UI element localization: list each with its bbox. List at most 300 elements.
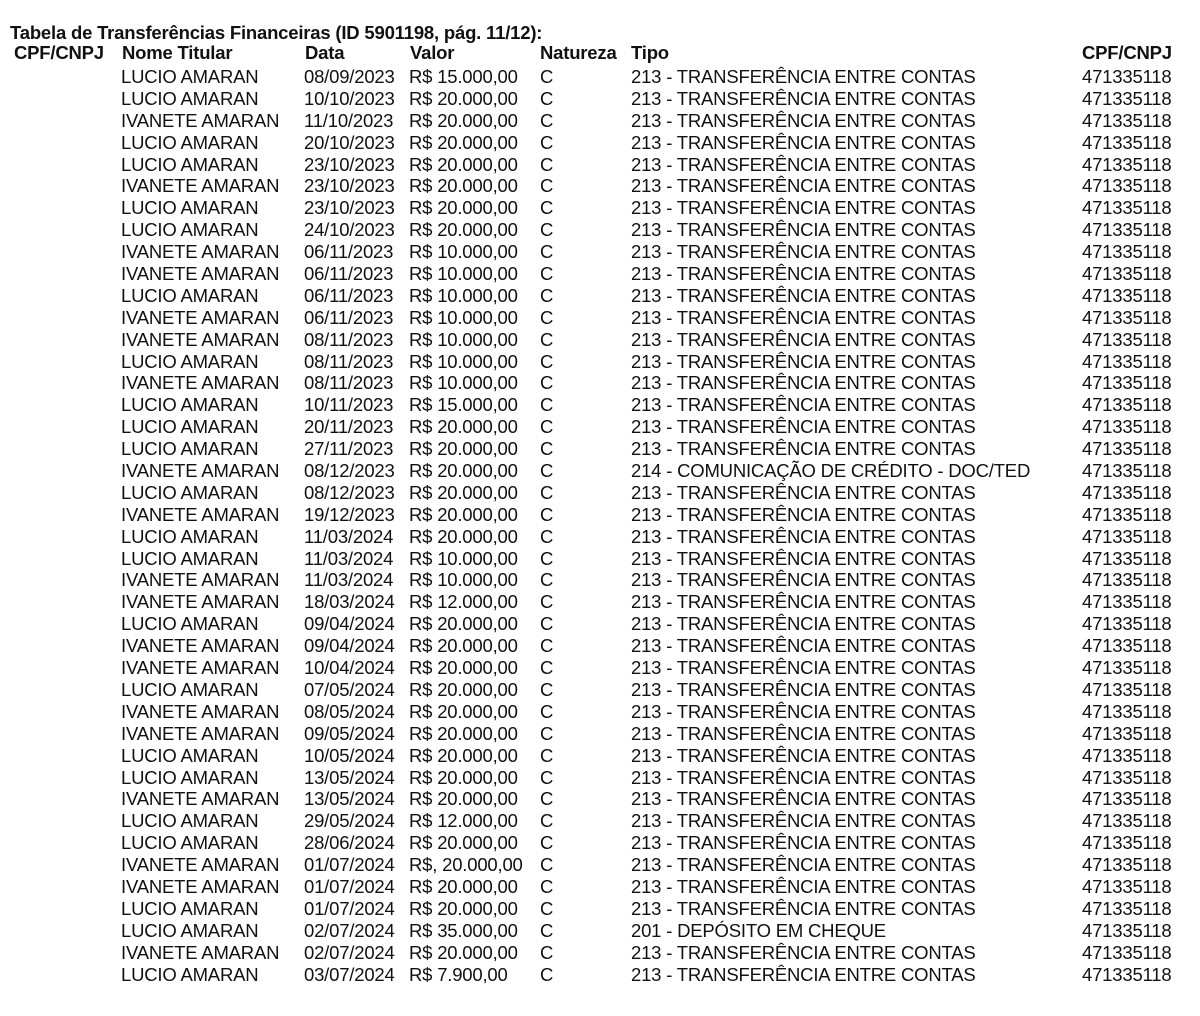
natureza-cell: C: [540, 875, 554, 897]
header-cpf-cnpj: CPF/CNPJ: [14, 42, 104, 63]
valor-cell: R$ 10.000,00: [409, 306, 518, 328]
nome-titular-cell: IVANETE AMARAN: [121, 175, 280, 197]
nome-titular-cell: IVANETE AMARAN: [121, 722, 280, 744]
tipo-cell: 213 - TRANSFERÊNCIA ENTRE CONTAS: [631, 372, 976, 394]
natureza-cell: C: [540, 175, 554, 197]
data-cell: 20/11/2023: [304, 416, 394, 438]
cpf-cnpj-cell: 471335118: [1082, 350, 1172, 372]
table-row: [0, 219, 1200, 241]
data-cell: 13/05/2024: [304, 766, 395, 788]
valor-cell: R$ 20.000,00: [409, 481, 518, 503]
data-cell: 19/12/2023: [304, 503, 395, 525]
table-row: [0, 591, 1200, 613]
valor-cell: R$ 10.000,00: [409, 241, 518, 263]
table-row: [0, 548, 1200, 570]
data-cell: 06/11/2023: [304, 284, 394, 306]
cpf-cnpj-cell: 471335118: [1082, 919, 1172, 941]
valor-cell: R$ 12.000,00: [409, 591, 518, 613]
nome-titular-cell: IVANETE AMARAN: [121, 854, 280, 876]
natureza-cell: C: [540, 678, 554, 700]
cpf-cnpj-cell: 471335118: [1082, 613, 1172, 635]
tipo-cell: 213 - TRANSFERÊNCIA ENTRE CONTAS: [631, 810, 976, 832]
data-cell: 23/10/2023: [304, 153, 395, 175]
nome-titular-cell: LUCIO AMARAN: [121, 350, 259, 372]
data-cell: 01/07/2024: [304, 875, 395, 897]
nome-titular-cell: LUCIO AMARAN: [121, 197, 259, 219]
table-row: [0, 307, 1200, 329]
nome-titular-cell: IVANETE AMARAN: [121, 941, 280, 963]
data-cell: 02/07/2024: [304, 941, 395, 963]
tipo-cell: 213 - TRANSFERÊNCIA ENTRE CONTAS: [631, 678, 976, 700]
table-row: [0, 745, 1200, 767]
valor-cell: R$ 20.000,00: [409, 460, 518, 482]
table-row: [0, 788, 1200, 810]
natureza-cell: C: [540, 284, 554, 306]
natureza-cell: C: [540, 481, 554, 503]
nome-titular-cell: LUCIO AMARAN: [121, 897, 259, 919]
valor-cell: R$ 20.000,00: [409, 109, 518, 131]
natureza-cell: C: [540, 700, 554, 722]
tipo-cell: 213 - TRANSFERÊNCIA ENTRE CONTAS: [631, 525, 976, 547]
natureza-cell: C: [540, 503, 554, 525]
data-cell: 11/03/2024: [304, 547, 394, 569]
natureza-cell: C: [540, 525, 554, 547]
valor-cell: R$ 20.000,00: [409, 438, 518, 460]
header-data: Data: [305, 42, 345, 63]
data-cell: 27/11/2023: [304, 438, 394, 460]
valor-cell: R$ 20.000,00: [409, 678, 518, 700]
table-row: [0, 438, 1200, 460]
table-row: [0, 569, 1200, 591]
nome-titular-cell: IVANETE AMARAN: [121, 700, 280, 722]
nome-titular-cell: IVANETE AMARAN: [121, 241, 280, 263]
cpf-cnpj-cell: 471335118: [1082, 525, 1172, 547]
cpf-cnpj-cell: 471335118: [1082, 657, 1172, 679]
nome-titular-cell: IVANETE AMARAN: [121, 875, 280, 897]
nome-titular-cell: LUCIO AMARAN: [121, 153, 259, 175]
natureza-cell: C: [540, 394, 554, 416]
transfer-table: [0, 66, 1200, 985]
cpf-cnpj-cell: 471335118: [1082, 547, 1172, 569]
table-row: [0, 175, 1200, 197]
data-cell: 01/07/2024: [304, 854, 395, 876]
table-row: [0, 329, 1200, 351]
natureza-cell: C: [540, 219, 554, 241]
natureza-cell: C: [540, 657, 554, 679]
table-row: [0, 526, 1200, 548]
natureza-cell: C: [540, 328, 554, 350]
nome-titular-cell: LUCIO AMARAN: [121, 87, 259, 109]
data-cell: 10/04/2024: [304, 657, 395, 679]
valor-cell: R$ 20.000,00: [409, 131, 518, 153]
nome-titular-cell: IVANETE AMARAN: [121, 328, 280, 350]
cpf-cnpj-cell: 471335118: [1082, 263, 1172, 285]
natureza-cell: C: [540, 919, 554, 941]
nome-titular-cell: LUCIO AMARAN: [121, 438, 259, 460]
cpf-cnpj-cell: 471335118: [1082, 175, 1172, 197]
natureza-cell: C: [540, 197, 554, 219]
cpf-cnpj-cell: 471335118: [1082, 503, 1172, 525]
tipo-cell: 213 - TRANSFERÊNCIA ENTRE CONTAS: [631, 569, 976, 591]
natureza-cell: C: [540, 963, 554, 985]
table-row: [0, 701, 1200, 723]
table-row: [0, 876, 1200, 898]
nome-titular-cell: LUCIO AMARAN: [121, 219, 259, 241]
tipo-cell: 213 - TRANSFERÊNCIA ENTRE CONTAS: [631, 416, 976, 438]
data-cell: 10/10/2023: [304, 87, 395, 109]
natureza-cell: C: [540, 941, 554, 963]
tipo-cell: 213 - TRANSFERÊNCIA ENTRE CONTAS: [631, 657, 976, 679]
cpf-cnpj-cell: 471335118: [1082, 87, 1172, 109]
natureza-cell: C: [540, 854, 554, 876]
nome-titular-cell: IVANETE AMARAN: [121, 569, 280, 591]
data-cell: 01/07/2024: [304, 897, 395, 919]
tipo-cell: 213 - TRANSFERÊNCIA ENTRE CONTAS: [631, 503, 976, 525]
table-row: [0, 635, 1200, 657]
data-cell: 09/05/2024: [304, 722, 395, 744]
header-cpf-cnpj-right: CPF/CNPJ: [1082, 42, 1172, 62]
tipo-cell: 213 - TRANSFERÊNCIA ENTRE CONTAS: [631, 131, 976, 153]
tipo-cell: 213 - TRANSFERÊNCIA ENTRE CONTAS: [631, 963, 976, 985]
cpf-cnpj-cell: 471335118: [1082, 197, 1172, 219]
natureza-cell: C: [540, 460, 554, 482]
header-nome-titular: Nome Titular: [122, 42, 233, 63]
natureza-cell: C: [540, 897, 554, 919]
nome-titular-cell: LUCIO AMARAN: [121, 832, 259, 854]
valor-cell: R$ 20.000,00: [409, 197, 518, 219]
valor-cell: R$ 20.000,00: [409, 788, 518, 810]
table-row: [0, 241, 1200, 263]
table-row: [0, 66, 1200, 88]
valor-cell: R$ 20.000,00: [409, 722, 518, 744]
nome-titular-cell: LUCIO AMARAN: [121, 481, 259, 503]
nome-titular-cell: IVANETE AMARAN: [121, 788, 280, 810]
data-cell: 08/05/2024: [304, 700, 395, 722]
natureza-cell: C: [540, 241, 554, 263]
nome-titular-cell: LUCIO AMARAN: [121, 678, 259, 700]
valor-cell: R$ 20.000,00: [409, 875, 518, 897]
tipo-cell: 213 - TRANSFERÊNCIA ENTRE CONTAS: [631, 700, 976, 722]
table-row: [0, 110, 1200, 132]
cpf-cnpj-cell: 471335118: [1082, 109, 1172, 131]
natureza-cell: C: [540, 350, 554, 372]
nome-titular-cell: LUCIO AMARAN: [121, 416, 259, 438]
cpf-cnpj-cell: 471335118: [1082, 416, 1172, 438]
table-row: [0, 394, 1200, 416]
cpf-cnpj-cell: 471335118: [1082, 153, 1172, 175]
cpf-cnpj-cell: 471335118: [1082, 591, 1172, 613]
table-row: [0, 679, 1200, 701]
valor-cell: R$ 20.000,00: [409, 525, 518, 547]
tipo-cell: 214 - COMUNICAÇÃO DE CRÉDITO - DOC/TED: [631, 460, 1031, 482]
natureza-cell: C: [540, 810, 554, 832]
nome-titular-cell: IVANETE AMARAN: [121, 372, 280, 394]
tipo-cell: 213 - TRANSFERÊNCIA ENTRE CONTAS: [631, 66, 976, 87]
table-row: [0, 942, 1200, 964]
data-cell: 08/12/2023: [304, 460, 395, 482]
cpf-cnpj-cell: 471335118: [1082, 832, 1172, 854]
natureza-cell: C: [540, 722, 554, 744]
natureza-cell: C: [540, 153, 554, 175]
table-row: [0, 88, 1200, 110]
cpf-cnpj-cell: 471335118: [1082, 569, 1172, 591]
natureza-cell: C: [540, 635, 554, 657]
nome-titular-cell: LUCIO AMARAN: [121, 66, 259, 87]
nome-titular-cell: LUCIO AMARAN: [121, 810, 259, 832]
valor-cell: R$ 10.000,00: [409, 547, 518, 569]
cpf-cnpj-cell: 471335118: [1082, 219, 1172, 241]
data-cell: 06/11/2023: [304, 306, 394, 328]
nome-titular-cell: LUCIO AMARAN: [121, 963, 259, 985]
table-row: [0, 372, 1200, 394]
cpf-cnpj-cell: 471335118: [1082, 897, 1172, 919]
valor-cell: R$ 10.000,00: [409, 372, 518, 394]
data-cell: 09/04/2024: [304, 613, 395, 635]
nome-titular-cell: IVANETE AMARAN: [121, 503, 280, 525]
tipo-cell: 213 - TRANSFERÊNCIA ENTRE CONTAS: [631, 175, 976, 197]
table-row: [0, 460, 1200, 482]
table-row: [0, 920, 1200, 942]
natureza-cell: C: [540, 263, 554, 285]
cpf-cnpj-cell: 471335118: [1082, 810, 1172, 832]
natureza-cell: C: [540, 591, 554, 613]
cpf-cnpj-cell: 471335118: [1082, 306, 1172, 328]
natureza-cell: C: [540, 87, 554, 109]
natureza-cell: C: [540, 438, 554, 460]
valor-cell: R$ 10.000,00: [409, 569, 518, 591]
natureza-cell: C: [540, 131, 554, 153]
tipo-cell: 213 - TRANSFERÊNCIA ENTRE CONTAS: [631, 219, 976, 241]
tipo-cell: 213 - TRANSFERÊNCIA ENTRE CONTAS: [631, 766, 976, 788]
tipo-cell: 213 - TRANSFERÊNCIA ENTRE CONTAS: [631, 306, 976, 328]
table-row: [0, 132, 1200, 154]
data-cell: 20/10/2023: [304, 131, 395, 153]
cpf-cnpj-cell: 471335118: [1082, 941, 1172, 963]
cpf-cnpj-cell: 471335118: [1082, 284, 1172, 306]
natureza-cell: C: [540, 306, 554, 328]
tipo-cell: 213 - TRANSFERÊNCIA ENTRE CONTAS: [631, 832, 976, 854]
tipo-cell: 213 - TRANSFERÊNCIA ENTRE CONTAS: [631, 481, 976, 503]
valor-cell: R$ 20.000,00: [409, 766, 518, 788]
tipo-cell: 213 - TRANSFERÊNCIA ENTRE CONTAS: [631, 788, 976, 810]
valor-cell: R$ 10.000,00: [409, 263, 518, 285]
valor-cell: R$ 20.000,00: [409, 700, 518, 722]
nome-titular-cell: LUCIO AMARAN: [121, 766, 259, 788]
tipo-cell: 213 - TRANSFERÊNCIA ENTRE CONTAS: [631, 109, 976, 131]
table-row: [0, 723, 1200, 745]
data-cell: 08/12/2023: [304, 481, 395, 503]
data-cell: 11/10/2023: [304, 109, 394, 131]
valor-cell: R$ 20.000,00: [409, 153, 518, 175]
data-cell: 29/05/2024: [304, 810, 395, 832]
cpf-cnpj-cell: 471335118: [1082, 131, 1172, 153]
cpf-cnpj-cell: 471335118: [1082, 722, 1172, 744]
cpf-cnpj-cell: 471335118: [1082, 372, 1172, 394]
header-natureza: Natureza: [540, 42, 617, 63]
data-cell: 09/04/2024: [304, 635, 395, 657]
nome-titular-cell: IVANETE AMARAN: [121, 109, 280, 131]
cpf-cnpj-cell: 471335118: [1082, 394, 1172, 416]
valor-cell: R$ 20.000,00: [409, 87, 518, 109]
cpf-cnpj-cell: 471335118: [1082, 678, 1172, 700]
cpf-cnpj-cell: 471335118: [1082, 854, 1172, 876]
data-cell: 11/03/2024: [304, 569, 394, 591]
table-row: [0, 197, 1200, 219]
data-cell: 02/07/2024: [304, 919, 395, 941]
tipo-cell: 213 - TRANSFERÊNCIA ENTRE CONTAS: [631, 438, 976, 460]
valor-cell: R$ 20.000,00: [409, 613, 518, 635]
natureza-cell: C: [540, 613, 554, 635]
cpf-cnpj-cell: 471335118: [1082, 241, 1172, 263]
table-row: [0, 351, 1200, 373]
natureza-cell: C: [540, 109, 554, 131]
valor-cell: R$ 20.000,00: [409, 503, 518, 525]
nome-titular-cell: IVANETE AMARAN: [121, 657, 280, 679]
cpf-cnpj-cell: 471335118: [1082, 875, 1172, 897]
valor-cell: R$ 35.000,00: [409, 919, 518, 941]
valor-cell: R$ 12.000,00: [409, 810, 518, 832]
cpf-cnpj-cell: 471335118: [1082, 700, 1172, 722]
data-cell: 06/11/2023: [304, 241, 394, 263]
table-row: [0, 154, 1200, 176]
tipo-cell: 213 - TRANSFERÊNCIA ENTRE CONTAS: [631, 263, 976, 285]
tipo-cell: 213 - TRANSFERÊNCIA ENTRE CONTAS: [631, 722, 976, 744]
table-row: [0, 613, 1200, 635]
tipo-cell: 213 - TRANSFERÊNCIA ENTRE CONTAS: [631, 350, 976, 372]
table-row: [0, 263, 1200, 285]
valor-cell: R$, 20.000,00: [409, 854, 523, 876]
data-cell: 11/03/2024: [304, 525, 394, 547]
valor-cell: R$ 10.000,00: [409, 350, 518, 372]
table-row: [0, 898, 1200, 920]
tipo-cell: 213 - TRANSFERÊNCIA ENTRE CONTAS: [631, 613, 976, 635]
data-cell: 06/11/2023: [304, 263, 394, 285]
tipo-cell: 213 - TRANSFERÊNCIA ENTRE CONTAS: [631, 897, 976, 919]
data-cell: 08/11/2023: [304, 350, 394, 372]
table-row: [0, 285, 1200, 307]
natureza-cell: C: [540, 788, 554, 810]
cpf-cnpj-cell: 471335118: [1082, 788, 1172, 810]
nome-titular-cell: IVANETE AMARAN: [121, 635, 280, 657]
valor-cell: R$ 20.000,00: [409, 941, 518, 963]
cpf-cnpj-cell: 471335118: [1082, 744, 1172, 766]
valor-cell: R$ 20.000,00: [409, 175, 518, 197]
natureza-cell: C: [540, 569, 554, 591]
valor-cell: R$ 20.000,00: [409, 832, 518, 854]
data-cell: 08/11/2023: [304, 328, 394, 350]
nome-titular-cell: LUCIO AMARAN: [121, 525, 259, 547]
natureza-cell: C: [540, 766, 554, 788]
tipo-cell: 213 - TRANSFERÊNCIA ENTRE CONTAS: [631, 854, 976, 876]
table-row: [0, 504, 1200, 526]
tipo-cell: 213 - TRANSFERÊNCIA ENTRE CONTAS: [631, 241, 976, 263]
data-cell: 10/05/2024: [304, 744, 395, 766]
nome-titular-cell: LUCIO AMARAN: [121, 613, 259, 635]
valor-cell: R$ 20.000,00: [409, 219, 518, 241]
cpf-cnpj-cell: 471335118: [1082, 328, 1172, 350]
valor-cell: R$ 20.000,00: [409, 657, 518, 679]
valor-cell: R$ 20.000,00: [409, 416, 518, 438]
tipo-cell: 213 - TRANSFERÊNCIA ENTRE CONTAS: [631, 328, 976, 350]
cpf-cnpj-cell: 471335118: [1082, 963, 1172, 985]
valor-cell: R$ 7.900,00: [409, 963, 508, 985]
data-cell: 23/10/2023: [304, 197, 395, 219]
tipo-cell: 213 - TRANSFERÊNCIA ENTRE CONTAS: [631, 941, 976, 963]
nome-titular-cell: IVANETE AMARAN: [121, 460, 280, 482]
tipo-cell: 213 - TRANSFERÊNCIA ENTRE CONTAS: [631, 197, 976, 219]
valor-cell: R$ 20.000,00: [409, 744, 518, 766]
document-title: Tabela de Transferências Financeiras (ID 5901198, pág. 11/12):: [10, 22, 543, 43]
data-cell: 28/06/2024: [304, 832, 395, 854]
nome-titular-cell: LUCIO AMARAN: [121, 919, 259, 941]
valor-cell: R$ 20.000,00: [409, 897, 518, 919]
header-tipo: Tipo: [631, 42, 669, 63]
nome-titular-cell: IVANETE AMARAN: [121, 306, 280, 328]
tipo-cell: 201 - DEPÓSITO EM CHEQUE: [631, 919, 886, 941]
valor-cell: R$ 10.000,00: [409, 284, 518, 306]
data-cell: 18/03/2024: [304, 591, 395, 613]
nome-titular-cell: LUCIO AMARAN: [121, 394, 259, 416]
data-cell: 23/10/2023: [304, 175, 395, 197]
table-row: [0, 854, 1200, 876]
header-valor: Valor: [410, 42, 455, 63]
natureza-cell: C: [540, 66, 554, 87]
valor-cell: R$ 10.000,00: [409, 328, 518, 350]
data-cell: 08/09/2023: [304, 66, 395, 87]
natureza-cell: C: [540, 416, 554, 438]
nome-titular-cell: LUCIO AMARAN: [121, 284, 259, 306]
data-cell: 03/07/2024: [304, 963, 395, 985]
nome-titular-cell: LUCIO AMARAN: [121, 547, 259, 569]
data-cell: 07/05/2024: [304, 678, 395, 700]
nome-titular-cell: LUCIO AMARAN: [121, 744, 259, 766]
data-cell: 24/10/2023: [304, 219, 395, 241]
natureza-cell: C: [540, 372, 554, 394]
nome-titular-cell: IVANETE AMARAN: [121, 263, 280, 285]
tipo-cell: 213 - TRANSFERÊNCIA ENTRE CONTAS: [631, 153, 976, 175]
data-cell: 10/11/2023: [304, 394, 394, 416]
tipo-cell: 213 - TRANSFERÊNCIA ENTRE CONTAS: [631, 744, 976, 766]
cpf-cnpj-cell: 471335118: [1082, 481, 1172, 503]
valor-cell: R$ 15.000,00: [409, 66, 518, 87]
tipo-cell: 213 - TRANSFERÊNCIA ENTRE CONTAS: [631, 591, 976, 613]
valor-cell: R$ 15.000,00: [409, 394, 518, 416]
tipo-cell: 213 - TRANSFERÊNCIA ENTRE CONTAS: [631, 284, 976, 306]
table-row: [0, 482, 1200, 504]
tipo-cell: 213 - TRANSFERÊNCIA ENTRE CONTAS: [631, 635, 976, 657]
valor-cell: R$ 20.000,00: [409, 635, 518, 657]
nome-titular-cell: IVANETE AMARAN: [121, 591, 280, 613]
cpf-cnpj-cell: 471335118: [1082, 438, 1172, 460]
data-cell: 08/11/2023: [304, 372, 394, 394]
table-row: [0, 832, 1200, 854]
table-row: [0, 416, 1200, 438]
cpf-cnpj-cell: 471335118: [1082, 460, 1172, 482]
tipo-cell: 213 - TRANSFERÊNCIA ENTRE CONTAS: [631, 394, 976, 416]
tipo-cell: 213 - TRANSFERÊNCIA ENTRE CONTAS: [631, 87, 976, 109]
cpf-cnpj-cell: 471335118: [1082, 766, 1172, 788]
cpf-cnpj-cell: 471335118: [1082, 66, 1172, 87]
data-cell: 13/05/2024: [304, 788, 395, 810]
table-row: [0, 810, 1200, 832]
table-row: [0, 767, 1200, 789]
natureza-cell: C: [540, 744, 554, 766]
nome-titular-cell: LUCIO AMARAN: [121, 131, 259, 153]
tipo-cell: 213 - TRANSFERÊNCIA ENTRE CONTAS: [631, 875, 976, 897]
natureza-cell: C: [540, 547, 554, 569]
tipo-cell: 213 - TRANSFERÊNCIA ENTRE CONTAS: [631, 547, 976, 569]
cpf-cnpj-cell: 471335118: [1082, 635, 1172, 657]
